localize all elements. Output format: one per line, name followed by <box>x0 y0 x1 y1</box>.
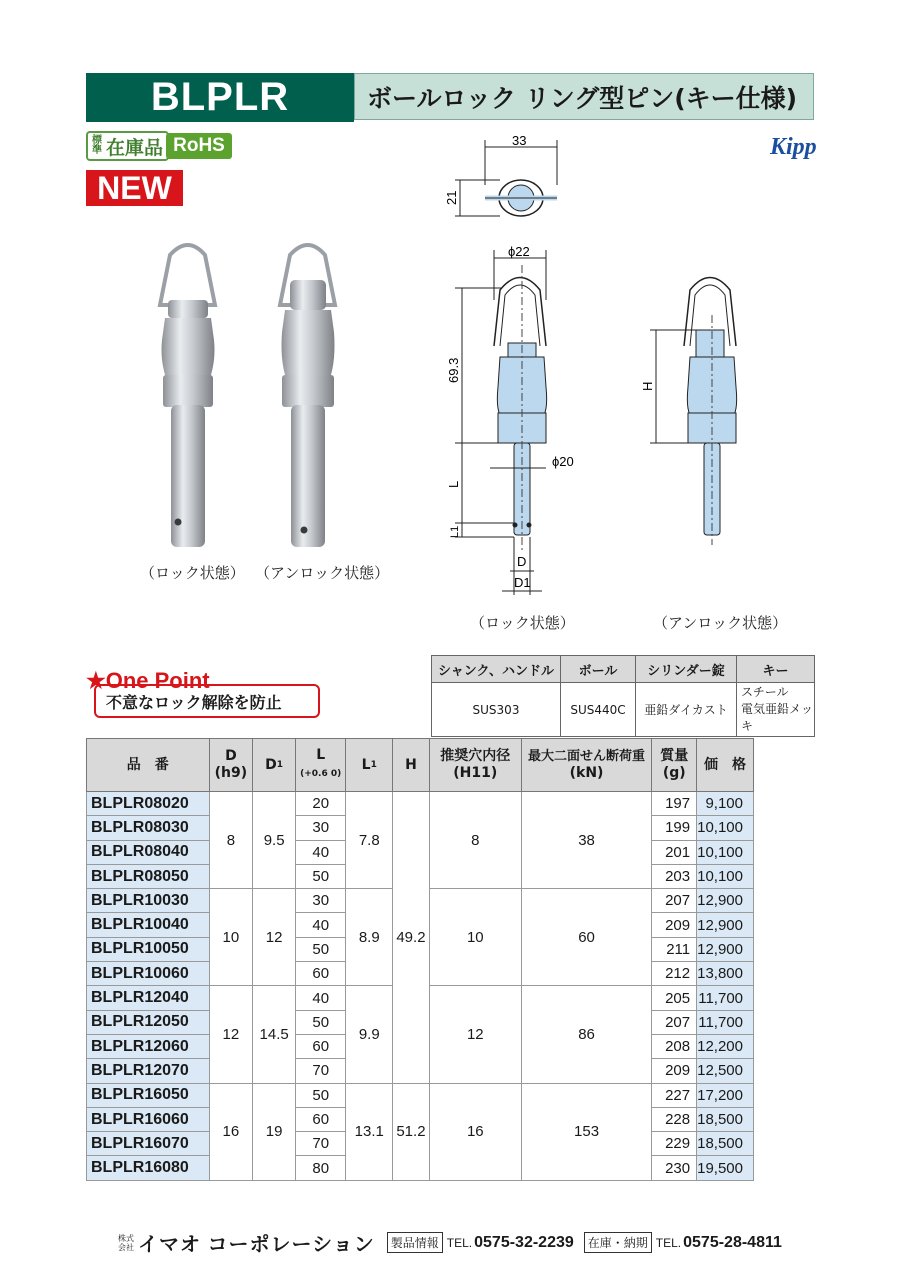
part-number: BLPLR16070 <box>87 1132 210 1156</box>
cell-weight: 207 <box>652 1010 697 1034</box>
cell-weight: 199 <box>652 816 697 840</box>
dim-L1: L1 <box>449 525 461 538</box>
table-row <box>87 1083 754 1107</box>
cell-weight: 211 <box>652 937 697 961</box>
materials-header: キー <box>737 656 815 683</box>
footer <box>118 1228 792 1257</box>
cell-weight: 229 <box>652 1132 697 1156</box>
cell-D1: 12 <box>253 889 296 986</box>
cell-weight: 201 <box>652 840 697 864</box>
cell-L: 40 <box>295 840 346 864</box>
header-D-sub: (h9) <box>214 765 248 781</box>
cell-L: 60 <box>295 1107 346 1131</box>
dim-L: L <box>446 480 461 488</box>
dim-D1: D1 <box>514 575 531 590</box>
part-number: BLPLR16050 <box>87 1083 210 1107</box>
cell-shear: 60 <box>521 889 652 986</box>
cell-D1: 19 <box>253 1083 296 1180</box>
header-D-label: D <box>225 748 237 764</box>
part-number: BLPLR10050 <box>87 937 210 961</box>
drawing-caption-unlock: （アンロック状態） <box>653 614 788 632</box>
photo-caption-unlock: （アンロック状態） <box>255 564 390 582</box>
cell-hole: 12 <box>429 986 521 1083</box>
dim-phi22: ϕ22 <box>508 244 530 259</box>
part-number: BLPLR16060 <box>87 1107 210 1131</box>
cell-price: 18,500 <box>697 1132 754 1156</box>
dim-phi20: ϕ20 <box>552 454 574 469</box>
header-price: 価 格 <box>697 739 754 792</box>
part-number: BLPLR10060 <box>87 962 210 986</box>
cell-L1: 8.9 <box>346 889 393 986</box>
part-number: BLPLR08030 <box>87 816 210 840</box>
product-info-label: 製品情報 <box>387 1232 443 1253</box>
pin-photo-unlocked <box>280 245 335 547</box>
cell-weight: 209 <box>652 913 697 937</box>
cell-price: 19,500 <box>697 1156 754 1180</box>
header-L-label: L <box>316 747 326 763</box>
stock-badge-label: 在庫品 <box>106 136 164 159</box>
one-point-box <box>94 684 320 718</box>
company-prefix: 株式会社 <box>118 1233 134 1252</box>
cell-weight: 228 <box>652 1107 697 1131</box>
cell-D: 16 <box>209 1083 253 1180</box>
cell-hole: 10 <box>429 889 521 986</box>
product-code-banner: BLPLR <box>86 73 354 122</box>
cell-price: 11,700 <box>697 1010 754 1034</box>
brand-logo: Kipp <box>770 134 817 160</box>
cell-D: 8 <box>209 792 253 889</box>
cell-weight: 227 <box>652 1083 697 1107</box>
dim-21: 21 <box>444 190 459 205</box>
cell-weight: 207 <box>652 889 697 913</box>
key-finish: 電気亜鉛メッキ <box>741 702 814 733</box>
materials-value-row <box>432 683 815 737</box>
cell-L: 40 <box>295 913 346 937</box>
cell-L: 60 <box>295 1034 346 1058</box>
header-shear <box>521 739 652 792</box>
header-L1-label: L <box>361 756 371 773</box>
cell-price: 13,800 <box>697 962 754 986</box>
table-row <box>87 792 754 816</box>
cell-price: 12,200 <box>697 1034 754 1058</box>
materials-header-row <box>432 656 815 683</box>
cell-D1: 9.5 <box>253 792 296 889</box>
part-number: BLPLR08050 <box>87 864 210 888</box>
cell-hole: 8 <box>429 792 521 889</box>
cell-L: 80 <box>295 1156 346 1180</box>
dim-H: H <box>640 381 655 391</box>
cell-price: 11,700 <box>697 986 754 1010</box>
part-number: BLPLR12040 <box>87 986 210 1010</box>
header-weight-label: 質量 <box>660 748 689 764</box>
material-value: SUS303 <box>432 683 561 737</box>
header-hole-label: 推奨穴内径 <box>440 748 511 764</box>
cell-weight: 205 <box>652 986 697 1010</box>
cell-weight: 212 <box>652 962 697 986</box>
company-name: イマオ コーポレーション <box>138 1234 375 1256</box>
cell-L1: 7.8 <box>346 792 393 889</box>
part-number: BLPLR08020 <box>87 792 210 816</box>
dim-69-3: 69.3 <box>446 357 461 383</box>
cell-L: 20 <box>295 792 346 816</box>
cell-price: 12,900 <box>697 913 754 937</box>
materials-header: シャンク、ハンドル <box>432 656 561 683</box>
cell-L: 40 <box>295 986 346 1010</box>
stock-delivery-label: 在庫・納期 <box>584 1232 652 1253</box>
cell-price: 17,200 <box>697 1083 754 1107</box>
cell-shear: 86 <box>521 986 652 1083</box>
cell-L: 50 <box>295 864 346 888</box>
header-L1 <box>346 739 393 792</box>
cell-L: 70 <box>295 1132 346 1156</box>
part-number: BLPLR10040 <box>87 913 210 937</box>
cell-weight: 230 <box>652 1156 697 1180</box>
header-hole <box>429 739 521 792</box>
header-weight <box>652 739 697 792</box>
materials-header: ボール <box>561 656 636 683</box>
header-L1-sub: 1 <box>370 759 377 770</box>
cell-L: 60 <box>295 962 346 986</box>
cell-price: 10,100 <box>697 840 754 864</box>
header-shear-sub: (kN) <box>569 765 604 781</box>
materials-table <box>431 655 815 737</box>
one-point-title: ★One Point <box>86 668 210 693</box>
spec-table <box>86 738 754 1181</box>
photo-caption-lock: （ロック状態） <box>140 564 245 582</box>
cell-L: 30 <box>295 889 346 913</box>
tel-prefix-1: TEL. <box>446 1235 473 1250</box>
part-number: BLPLR12050 <box>87 1010 210 1034</box>
part-number: BLPLR16080 <box>87 1156 210 1180</box>
cell-hole: 16 <box>429 1083 521 1180</box>
cell-H: 51.2 <box>393 1083 430 1180</box>
cell-price: 12,900 <box>697 889 754 913</box>
header-D1-sub: 1 <box>276 759 284 770</box>
part-number: BLPLR12060 <box>87 1034 210 1058</box>
rohs-badge: RoHS <box>166 133 232 159</box>
cell-weight: 197 <box>652 792 697 816</box>
material-value: SUS440C <box>561 683 636 737</box>
spec-header-row <box>87 739 754 792</box>
new-badge: NEW <box>86 170 183 206</box>
cell-weight: 208 <box>652 1034 697 1058</box>
tel-prefix-2: TEL. <box>655 1235 682 1250</box>
header-code: 品 番 <box>87 739 210 792</box>
cell-L: 50 <box>295 937 346 961</box>
cell-D: 10 <box>209 889 253 986</box>
part-number: BLPLR10030 <box>87 889 210 913</box>
product-title: ボールロック リング型ピン(キー仕様) <box>354 73 814 120</box>
cell-price: 10,100 <box>697 816 754 840</box>
cell-D1: 14.5 <box>253 986 296 1083</box>
cell-price: 12,500 <box>697 1059 754 1083</box>
one-point-text: 不意なロック解除を防止 <box>106 692 282 712</box>
cell-L1: 9.9 <box>346 986 393 1083</box>
header-weight-sub: (g) <box>662 765 686 781</box>
cell-price: 18,500 <box>697 1107 754 1131</box>
standard-stock-badge <box>86 131 169 161</box>
technical-drawing <box>430 125 810 600</box>
header-L-tol: (+0.6 0) <box>300 769 342 779</box>
cell-shear: 38 <box>521 792 652 889</box>
cell-L1: 13.1 <box>346 1083 393 1180</box>
header-D1-label: D <box>265 756 277 773</box>
tel-product-info[interactable]: 0575-32-2239 <box>474 1233 574 1251</box>
materials-header: シリンダー錠 <box>636 656 737 683</box>
header-D <box>209 739 253 792</box>
cell-weight: 209 <box>652 1059 697 1083</box>
header-shear-label: 最大二面せん断荷重 <box>528 749 646 764</box>
cell-D: 12 <box>209 986 253 1083</box>
cell-price: 12,900 <box>697 937 754 961</box>
header-L <box>295 739 346 792</box>
header-D1 <box>253 739 296 792</box>
header-hole-sub: (H11) <box>453 765 498 781</box>
cell-price: 10,100 <box>697 864 754 888</box>
product-photos <box>130 230 370 560</box>
cell-price: 9,100 <box>697 792 754 816</box>
cell-L: 50 <box>295 1010 346 1034</box>
header-H: H <box>393 739 430 792</box>
stock-badge-small: 標準 <box>92 135 102 156</box>
material-key-value <box>737 683 815 737</box>
part-number: BLPLR08040 <box>87 840 210 864</box>
cell-L: 50 <box>295 1083 346 1107</box>
cell-L: 30 <box>295 816 346 840</box>
cell-H: 49.2 <box>393 792 430 1084</box>
dim-D: D <box>517 554 527 569</box>
dim-33: 33 <box>512 133 527 148</box>
part-number: BLPLR12070 <box>87 1059 210 1083</box>
material-value: 亜鉛ダイカスト <box>636 683 737 737</box>
drawing-caption-lock: （ロック状態） <box>470 614 575 632</box>
cell-weight: 203 <box>652 864 697 888</box>
cell-shear: 153 <box>521 1083 652 1180</box>
key-material: スチール <box>741 685 789 699</box>
cell-L: 70 <box>295 1059 346 1083</box>
tel-stock-delivery[interactable]: 0575-28-4811 <box>683 1233 782 1251</box>
pin-photo-locked <box>160 245 215 547</box>
